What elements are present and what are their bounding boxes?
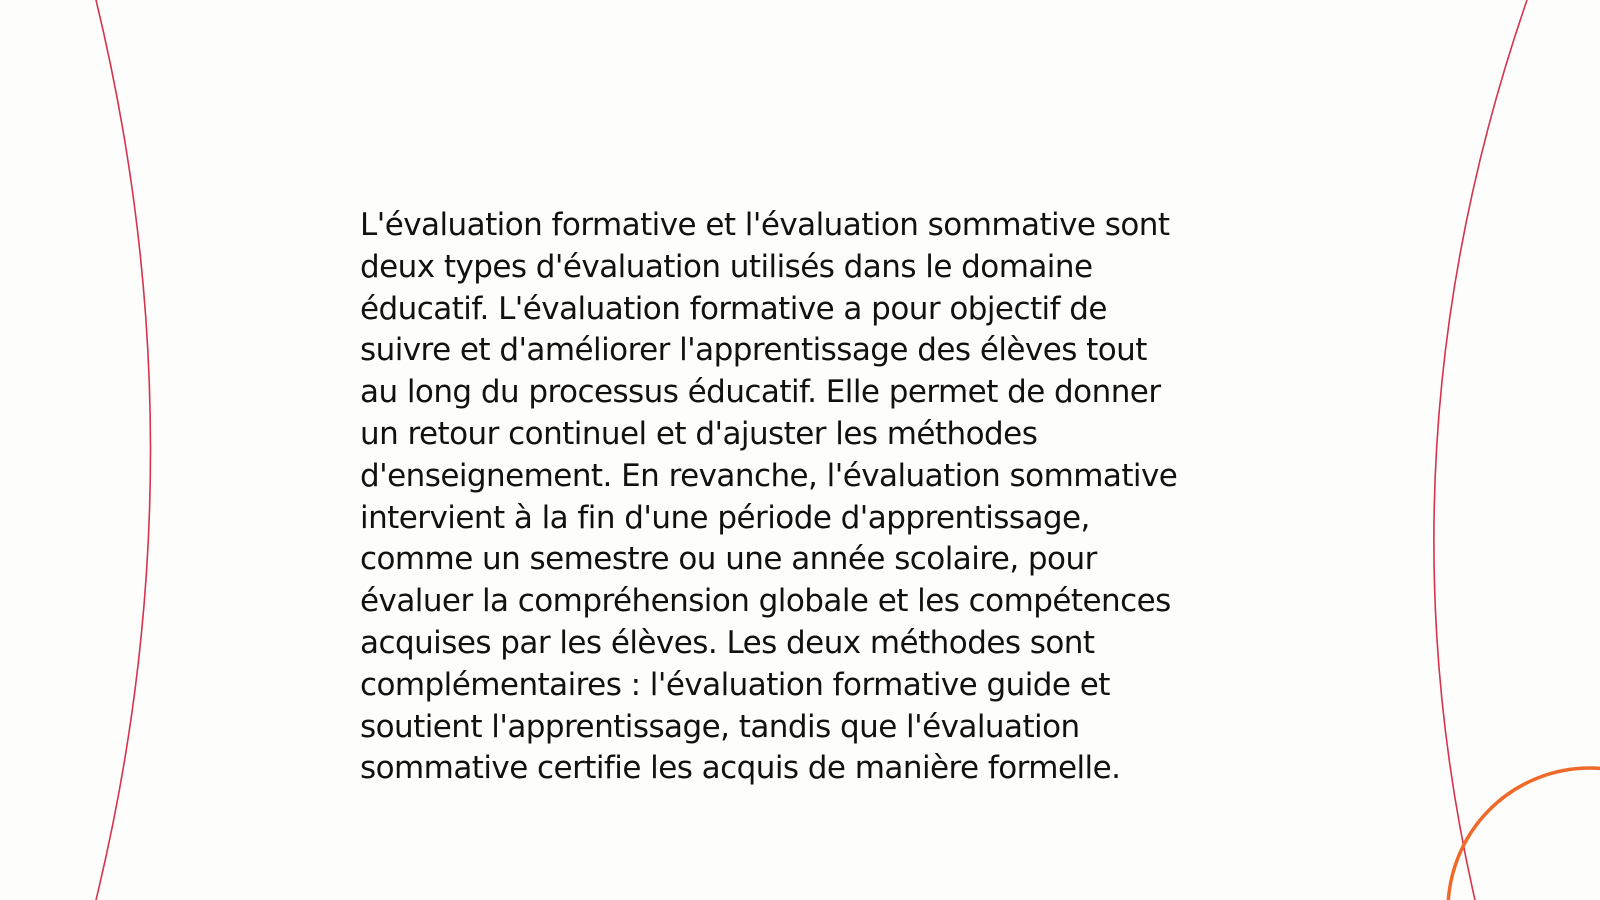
slide-body-text: L'évaluation formative et l'évaluation sommative sont deux types d'évaluation utilisés dans le domaine éducatif. L'évaluation formative a pour objectif de suivre et d'améliorer l'apprentissage des élèves tout au long du processus éducatif. Elle permet de donner un retour continuel et d'ajuster les méthodes d'enseignement. En revanche, l'évaluation sommative intervient à la fin d'une période d'apprentissage, comme un semestre ou une année scolaire, pour évaluer la compréhension globale et les compétences acquises par les élèves. Les deux méthodes sont complémentaires : l'évaluation formative guide et soutient l'apprentissage, tandis que l'évaluation sommative certifie les acquis de manière formelle.	[360, 207, 1178, 787]
left-red-arc	[96, 0, 151, 900]
right-red-arc	[1434, 0, 1527, 900]
